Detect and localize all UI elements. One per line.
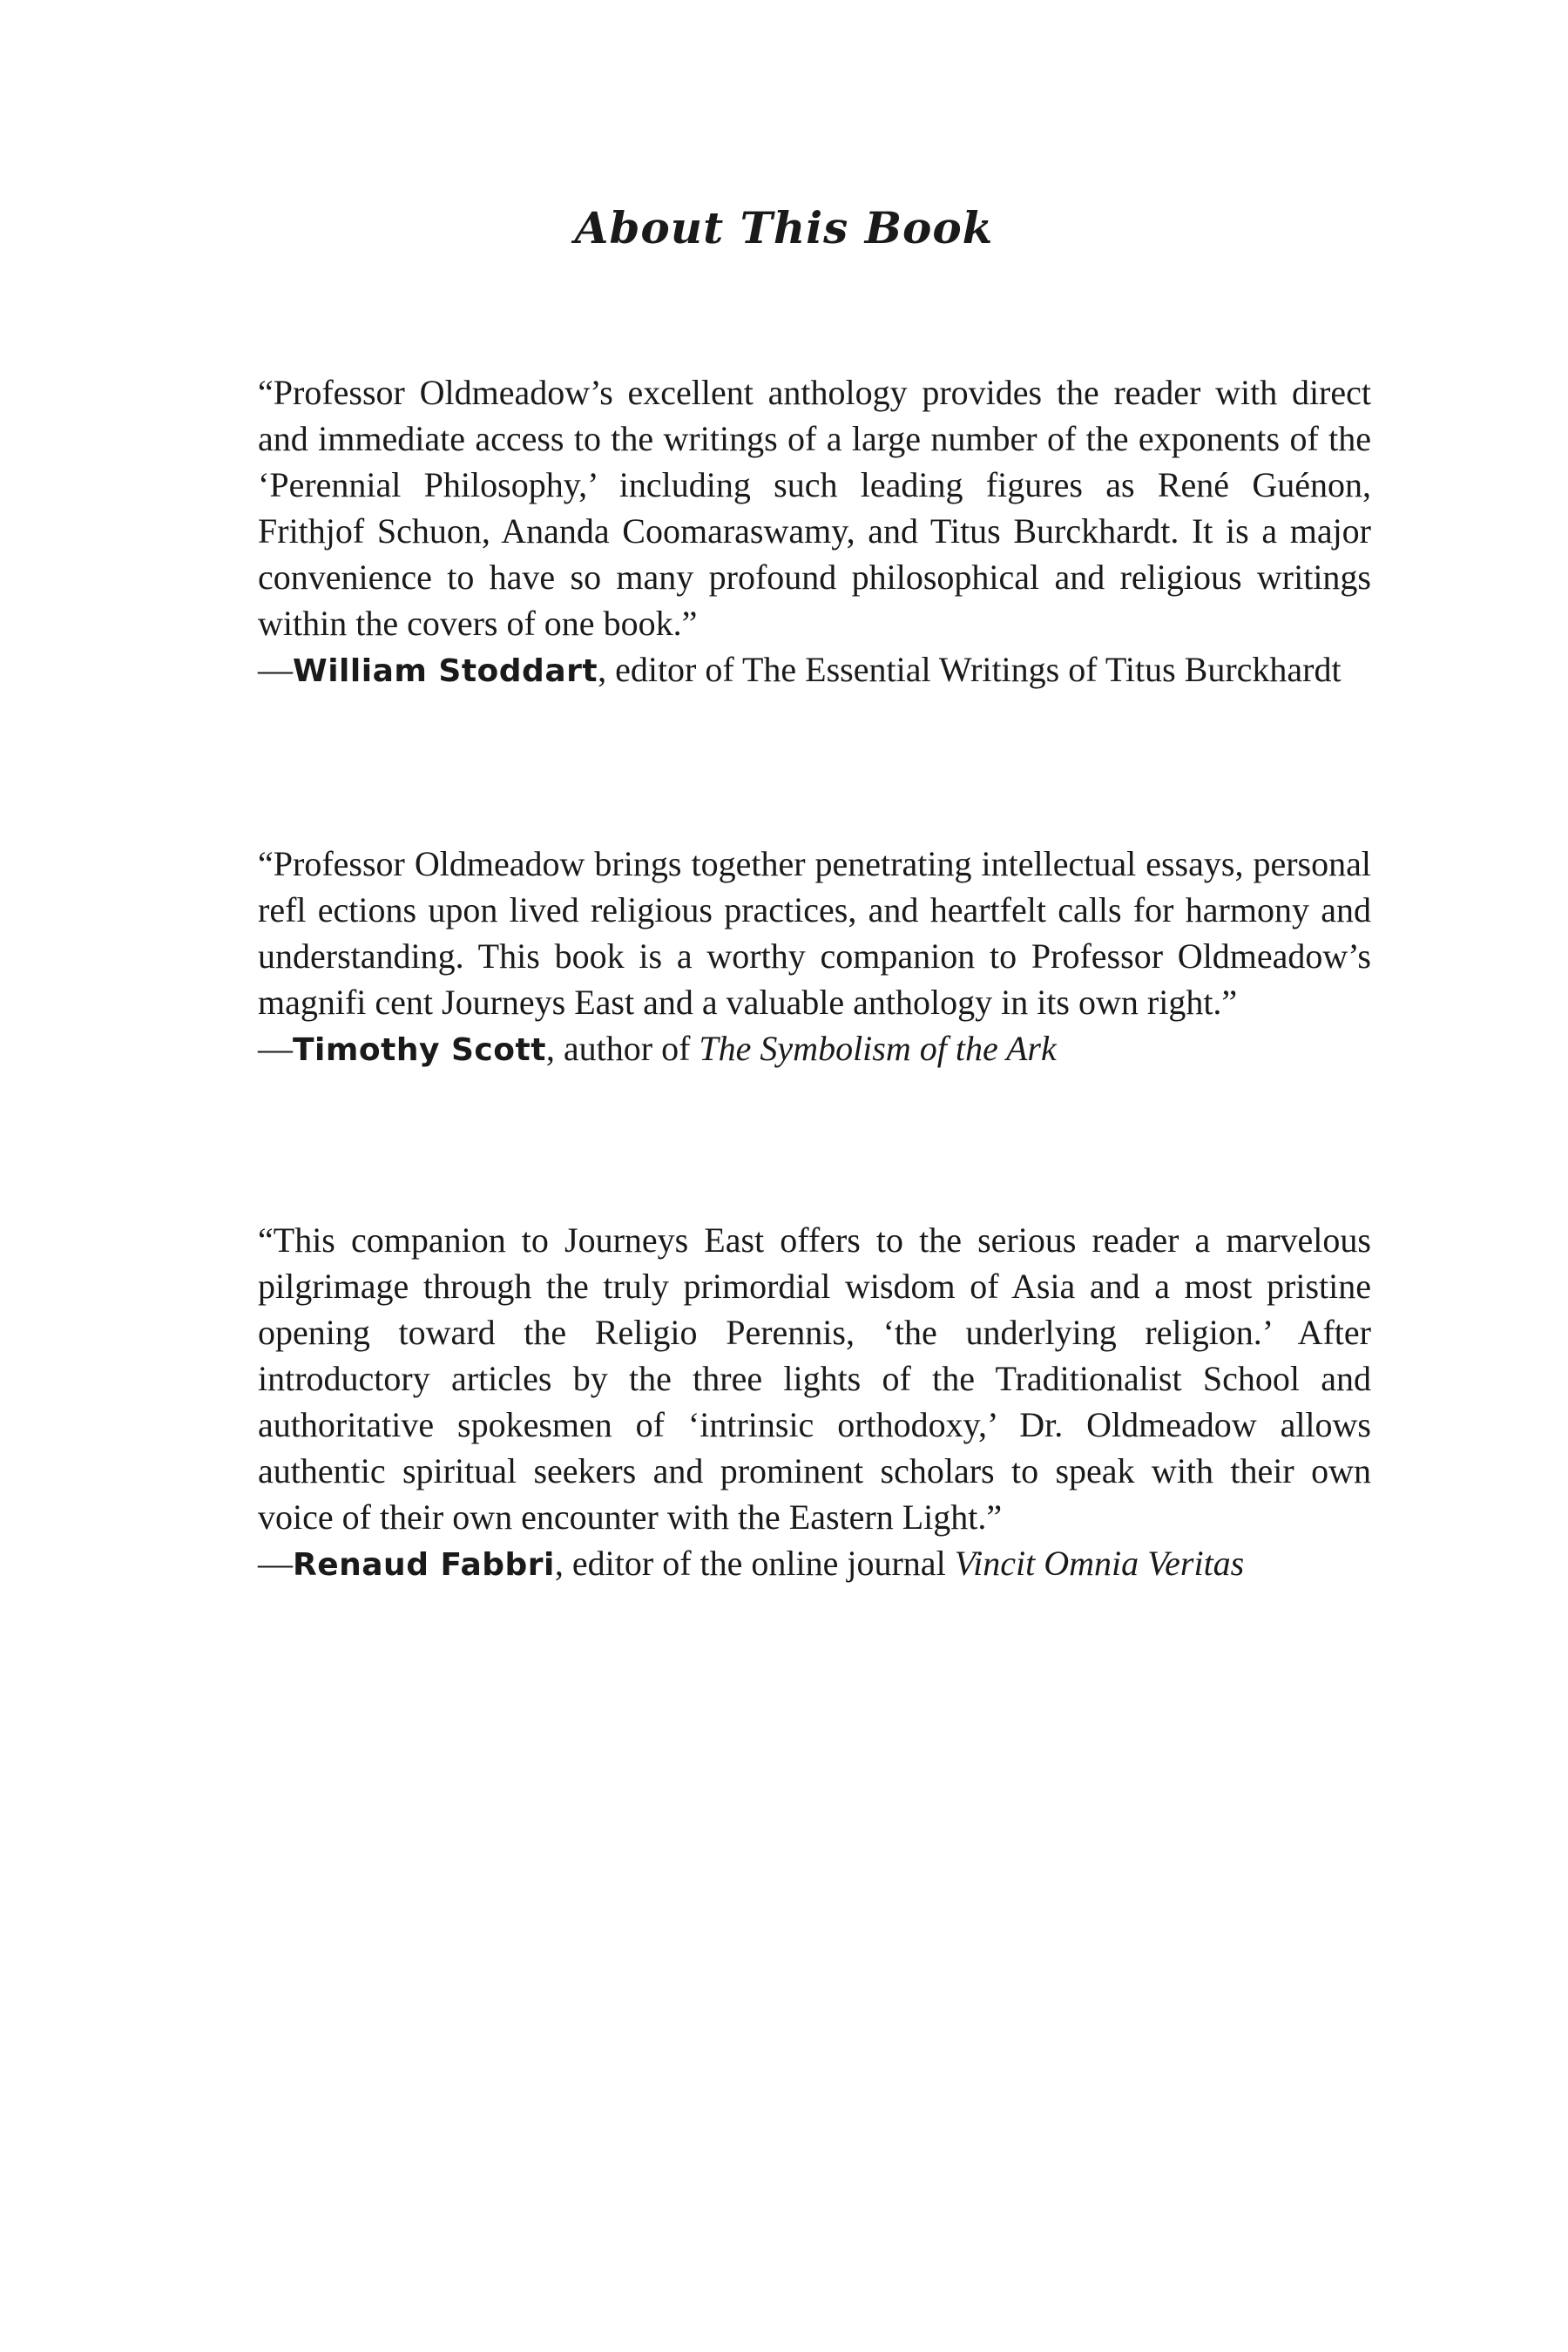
endorsement-quote: “This companion to Journeys East offers to the serious reader a marvelous pilgrimage through the truly primordial wisdom of Asia and a most pristine opening toward the Religio Perennis, ‘the underlying religion.’ After introductory articles by the three lights of the Traditionalist School and authoritative spokesmen of ‘intrinsic orthodoxy,’ Dr. Oldmeadow allows authentic spiritual seekers and prominent scholars to speak with their own voice of their own encounter with the Eastern Light.” xyxy=(258,1220,1371,1537)
endorsement-author: Renaud Fabbri xyxy=(293,1547,555,1583)
endorsement-quote: “Professor Oldmeadow’s excellent anthology provides the reader with direct and immediate access to the writings of a large number of the exponents of the ‘Perennial Philosophy,’ including such leading figures as René Guénon, Frithjof Schuon, Ananda Coomaraswamy, and Titus Burckhardt. It is a major convenience to have so many profound philosophical and religious writings within the covers of one book.” xyxy=(258,373,1371,643)
endorsement-attribution xyxy=(258,1025,1371,1073)
endorsement-attribution xyxy=(258,1540,1371,1588)
endorsement-author-role: , author of xyxy=(545,1029,700,1068)
endorsement-author: William Stoddart xyxy=(293,653,598,689)
endorsement-attribution xyxy=(258,646,1371,694)
page-title: About This Book xyxy=(574,202,994,253)
attribution-dash: — xyxy=(258,1544,293,1583)
endorsement-block xyxy=(258,1217,1371,1588)
endorsement-block xyxy=(258,369,1371,694)
endorsement-author: Timothy Scott xyxy=(293,1032,546,1068)
attribution-dash: — xyxy=(258,1029,293,1068)
attribution-dash: — xyxy=(258,650,293,689)
endorsement-work-title: Vincit Omnia Veritas xyxy=(954,1544,1245,1583)
endorsement-quote: “Professor Oldmeadow brings together penetrating intellectual essays, personal refl ections upon lived religious practices, and heartfelt calls for harmony and understanding. This book is a worthy companion to Professor Oldmeadow’s magnifi cent Journeys East and a valuable anthology in its own right.” xyxy=(258,844,1371,1022)
endorsement-author-role: , editor of The Essential Writings of Titus Burckhardt xyxy=(598,650,1342,689)
endorsement-block xyxy=(258,841,1371,1073)
endorsement-author-role: , editor of the online journal xyxy=(554,1544,955,1583)
endorsement-work-title: The Symbolism of the Ark xyxy=(699,1029,1057,1068)
